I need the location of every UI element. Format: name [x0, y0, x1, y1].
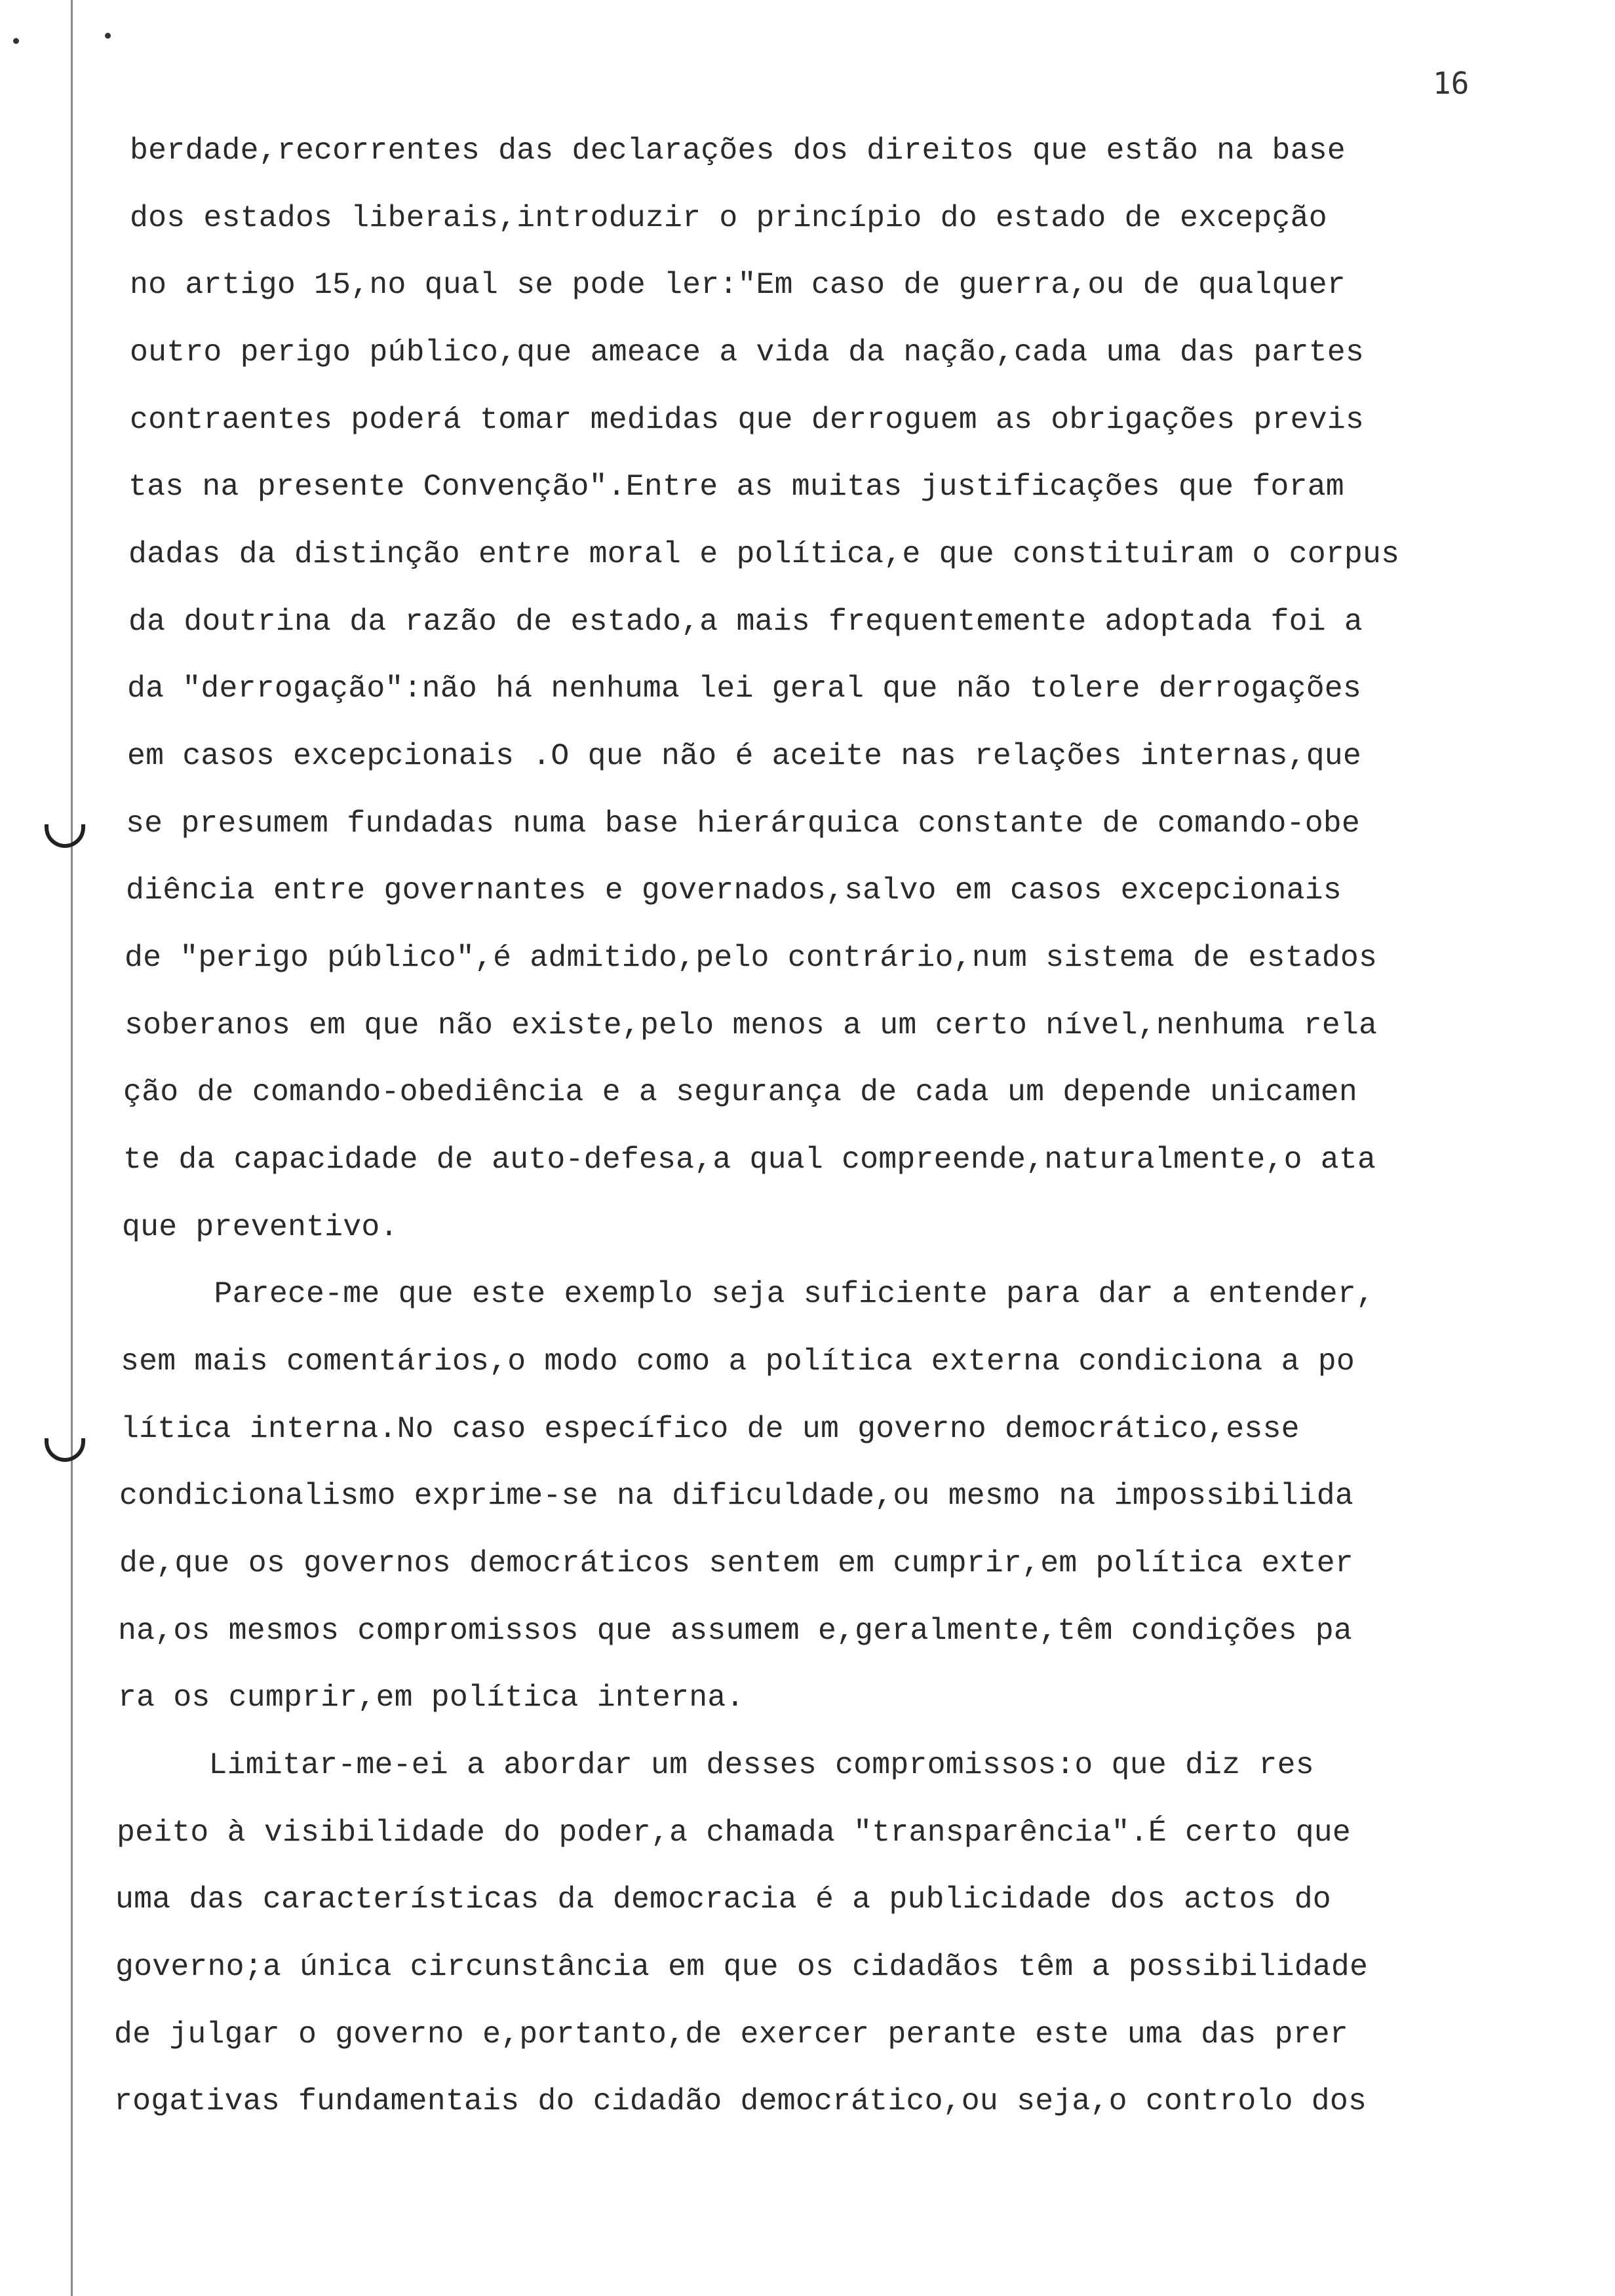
text-line: de "perigo público",é admitido,pelo contrário,num sistema de estados — [125, 940, 1378, 975]
text-line: ra os cumprir,em política interna. — [118, 1680, 745, 1715]
text-line: tas na presente Convenção".Entre as muitas justificações que foram — [128, 469, 1344, 504]
text-line: de,que os governos democráticos sentem em cumprir,em política exter — [119, 1546, 1354, 1580]
text-line: governo;a única circunstância em que os cidadãos têm a possibilidade — [115, 1949, 1369, 1984]
text-line: da doutrina da razão de estado,a mais frequentemente adoptada foi a — [128, 604, 1363, 639]
text-line: diência entre governantes e governados,salvo em casos excepcionais — [126, 873, 1342, 908]
text-line: em casos excepcionais .O que não é aceite nas relações internas,que — [127, 738, 1362, 773]
text-line: outro perigo público,que ameace a vida da nação,cada uma das partes — [130, 335, 1365, 370]
text-line: dos estados liberais,introduzir o princípio do estado de excepção — [130, 201, 1327, 235]
text-line: Limitar-me-ei a abordar um desses compromissos:o que diz res — [117, 1748, 1314, 1782]
text-line: peito à visibilidade do poder,a chamada "transparência".É certo que — [117, 1815, 1352, 1850]
text-line: sem mais comentários,o modo como a política externa condiciona a po — [121, 1344, 1355, 1379]
text-line: berdade,recorrentes das declarações dos direitos que estão na base — [130, 133, 1346, 168]
text-line: na,os mesmos compromissos que assumem e,geralmente,têm condições pa — [118, 1613, 1353, 1648]
text-line: soberanos em que não existe,pelo menos a um certo nível,nenhuma rela — [125, 1008, 1378, 1043]
text-line: uma das características da democracia é a publicidade dos actos do — [115, 1882, 1331, 1917]
text-line: dadas da distinção entre moral e política,e que constituiram o corpus — [128, 537, 1400, 571]
text-line: da "derrogação":não há nenhuma lei geral que não tolere derrogações — [127, 671, 1362, 706]
text-line: que preventivo. — [122, 1210, 399, 1244]
text-line: ção de comando-obediência e a segurança de cada um depende unicamen — [123, 1075, 1358, 1109]
binding-hole-mark — [45, 1438, 85, 1462]
page-number: 16 — [1433, 66, 1469, 101]
margin-dot — [13, 38, 19, 44]
text-line: de julgar o governo e,portanto,de exercer perante este uma das prer — [114, 2017, 1349, 2052]
left-margin-rule — [71, 0, 73, 2296]
text-line: te da capacidade de auto-defesa,a qual compreende,naturalmente,o ata — [123, 1142, 1376, 1177]
text-line: se presumem fundadas numa base hierárquica constante de comando-obe — [126, 806, 1361, 841]
text-line: lítica interna.No caso específico de um governo democrático,esse — [121, 1411, 1300, 1446]
text-line: rogativas fundamentais do cidadão democrático,ou seja,o controlo dos — [114, 2084, 1367, 2118]
margin-dot — [105, 33, 111, 39]
binding-hole-mark — [45, 824, 85, 848]
text-line: no artigo 15,no qual se pode ler:"Em caso de guerra,ou de qualquer — [130, 267, 1346, 302]
text-line: contraentes poderá tomar medidas que derroguem as obrigações previs — [130, 402, 1365, 437]
text-line: condicionalismo exprime-se na dificuldade,ou mesmo na impossibilida — [119, 1478, 1354, 1513]
text-line: Parece-me que este exemplo seja suficiente para dar a entender, — [122, 1276, 1375, 1311]
